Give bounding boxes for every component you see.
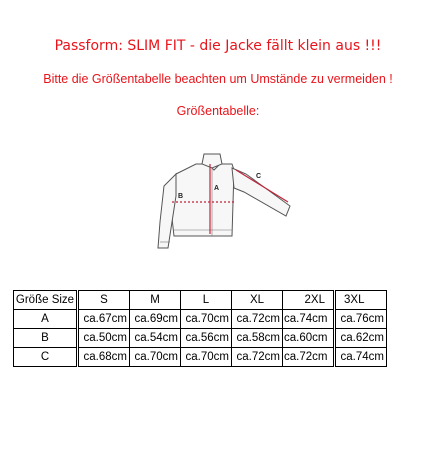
table-cell: ca.76cm xyxy=(335,310,387,329)
table-cell: ca.74cm xyxy=(335,348,387,367)
table-cell: ca.72cm xyxy=(283,348,335,367)
table-cell: ca.58cm xyxy=(232,329,283,348)
jacket-measurement-diagram xyxy=(148,150,298,260)
jacket-left-sleeve xyxy=(158,174,176,248)
row-label: A xyxy=(14,310,78,329)
size-table xyxy=(13,290,387,367)
table-cell: ca.56cm xyxy=(181,329,232,348)
table-cell: ca.74cm xyxy=(283,310,335,329)
label-c: C xyxy=(256,173,262,180)
size-table-title: Größentabelle: xyxy=(176,104,260,118)
table-row xyxy=(14,329,387,348)
header-cell: 2XL xyxy=(283,291,335,310)
jacket-body xyxy=(170,164,234,236)
header-cell: Größe Size xyxy=(14,291,78,310)
notice-fit: Passform: SLIM FIT - die Jacke fällt klein aus !!! xyxy=(54,38,382,54)
row-label: B xyxy=(14,329,78,348)
table-cell: ca.70cm xyxy=(181,348,232,367)
label-b: B xyxy=(178,193,184,200)
table-cell: ca.60cm xyxy=(283,329,335,348)
header-cell: 3XL xyxy=(335,291,387,310)
notice-size-advice: Bitte die Größentabelle beachten um Umstände zu vermeiden ! xyxy=(43,72,393,86)
table-cell: ca.68cm xyxy=(78,348,130,367)
table-header-row xyxy=(14,291,387,310)
row-label: C xyxy=(14,348,78,367)
header-cell: L xyxy=(181,291,232,310)
header-cell: S xyxy=(78,291,130,310)
header-cell: M xyxy=(130,291,181,310)
table-cell: ca.72cm xyxy=(232,348,283,367)
table-cell: ca.67cm xyxy=(78,310,130,329)
table-cell: ca.70cm xyxy=(130,348,181,367)
table-cell: ca.50cm xyxy=(78,329,130,348)
header-cell: XL xyxy=(232,291,283,310)
table-cell: ca.62cm xyxy=(335,329,387,348)
table-cell: ca.72cm xyxy=(232,310,283,329)
table-cell: ca.70cm xyxy=(181,310,232,329)
table-row xyxy=(14,310,387,329)
table-cell: ca.69cm xyxy=(130,310,181,329)
table-cell: ca.54cm xyxy=(130,329,181,348)
label-a: A xyxy=(214,185,220,192)
table-row xyxy=(14,348,387,367)
